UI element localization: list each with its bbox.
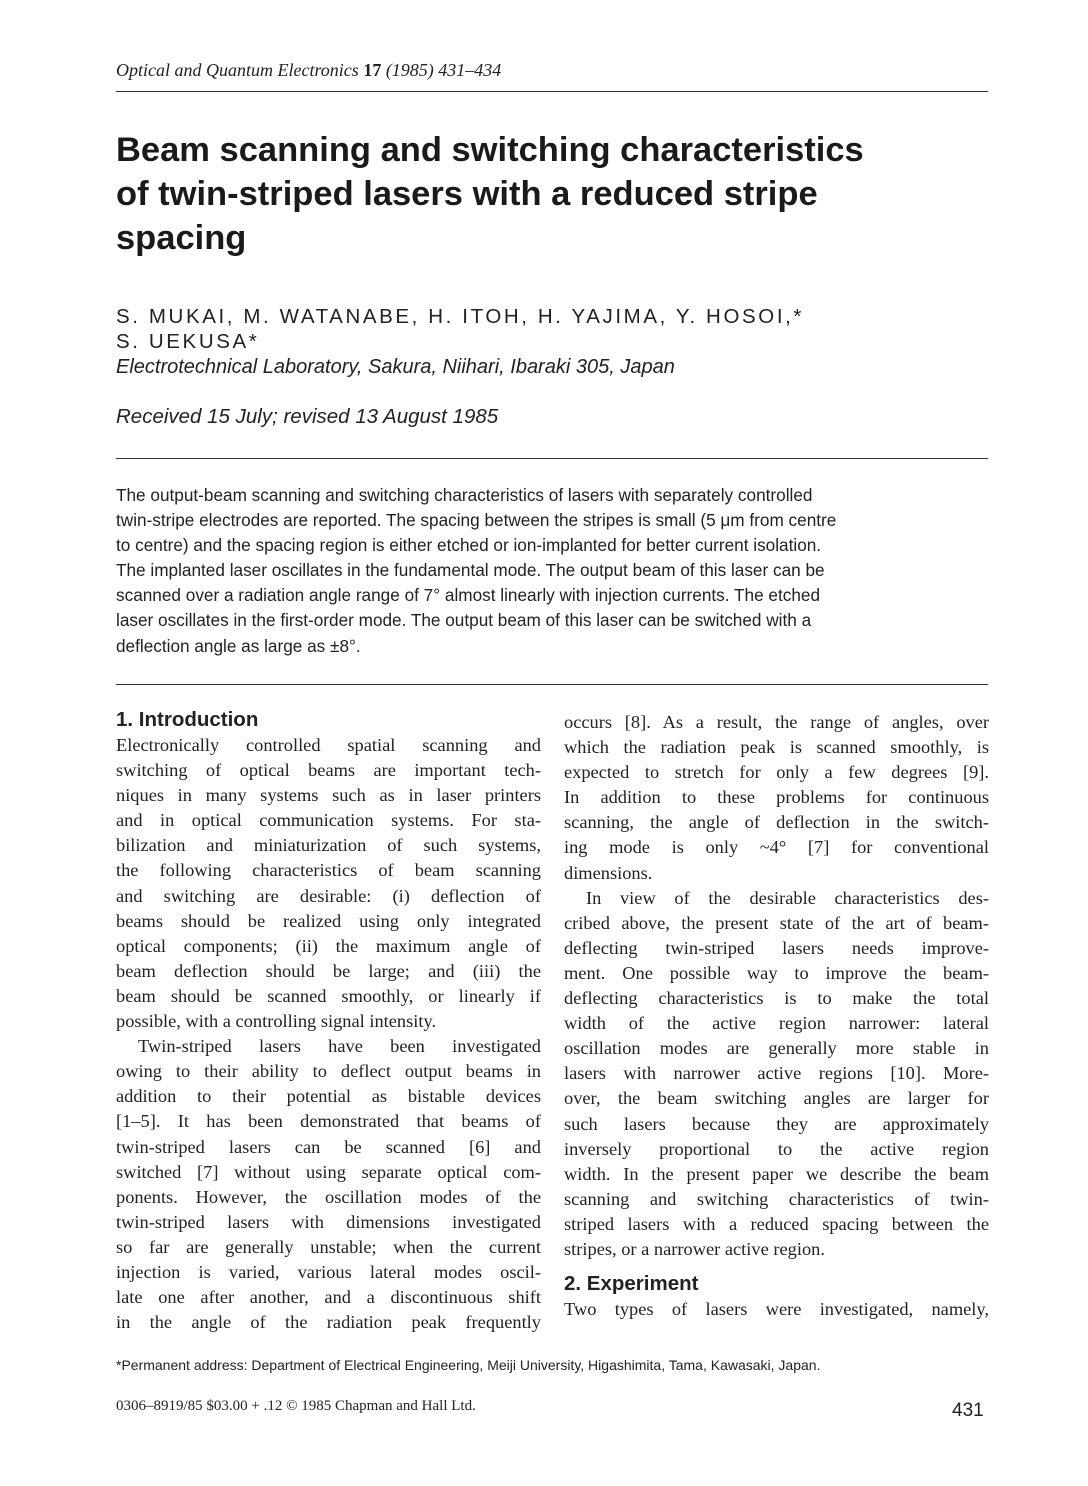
abstract-line: laser oscillates in the first-order mode. The output beam of this laser can be switched with a [116, 610, 812, 631]
text-line: Two types of lasers were investigated, namely, [564, 1299, 989, 1320]
authors-line: S. UEKUSA* [116, 330, 260, 353]
paper-title [116, 128, 988, 260]
intro-paragraph-2-continued [564, 710, 989, 886]
text-line: the following characteristics of beam scanning [116, 860, 541, 881]
text-line: twin-striped lasers with dimensions investigated [116, 1211, 541, 1232]
text-line: expected to stretch for only a few degrees [9]. [564, 762, 989, 783]
text-line: cribed above, the present state of the art of beam- [564, 912, 989, 933]
text-line: oscillation modes are generally more stable in [564, 1038, 989, 1059]
text-line: stripes, or a narrower active region. [564, 1238, 825, 1259]
text-line: switched [7] without using separate optical com- [116, 1161, 541, 1182]
intro-paragraph-2 [116, 1034, 541, 1335]
text-line: such lasers because they are approximately [564, 1113, 989, 1134]
text-line: and switching are desirable: (i) deflection of [116, 885, 541, 906]
abstract-line: scanned over a radiation angle range of 7° almost linearly with injection currents. The etched [116, 585, 821, 606]
text-line: in the angle of the radiation peak frequently [116, 1312, 541, 1333]
text-line: Twin-striped lasers have been investigated [138, 1036, 541, 1057]
text-line: beam should be scanned smoothly, or linearly if [116, 985, 541, 1006]
text-line: beams should be realized using only integrated [116, 910, 541, 931]
text-line: injection is varied, various lateral modes oscil- [116, 1261, 541, 1282]
abstract-line: to centre) and the spacing region is either etched or ion-implanted for better current isolation. [116, 535, 822, 556]
abstract-line: deflection angle as large as ±8°. [116, 635, 361, 656]
title-line: of twin-striped lasers with a reduced stripe [116, 175, 818, 213]
right-column [564, 710, 989, 1322]
authors-line: S. MUKAI, M. WATANABE, H. ITOH, H. YAJIMA, Y. HOSOI,* [116, 305, 804, 328]
text-line: In addition to these problems for continuous [564, 787, 989, 808]
text-line: width of the active region narrower: lateral [564, 1013, 989, 1034]
affiliation: Electrotechnical Laboratory, Sakura, Niihari, Ibaraki 305, Japan [116, 356, 675, 378]
text-line: bilization and miniaturization of such systems, [116, 835, 541, 856]
abstract-line: twin-stripe electrodes are reported. The spacing between the stripes is small (5 μm from centre [116, 510, 837, 531]
text-line: inversely proportional to the active region [564, 1138, 989, 1159]
title-line: spacing [116, 219, 247, 257]
journal-name: Optical and Quantum Electronics [116, 60, 359, 80]
abstract-line: The output-beam scanning and switching characteristics of lasers with separately controlled [116, 485, 813, 505]
text-line: In view of the desirable characteristics des- [586, 887, 989, 908]
text-line: deflecting twin-striped lasers needs improve- [564, 937, 989, 958]
intro-paragraph-1 [116, 733, 541, 1034]
text-line: striped lasers with a reduced spacing between the [564, 1213, 989, 1234]
text-line: owing to their ability to deflect output beams in [116, 1061, 541, 1082]
authors [116, 304, 804, 354]
abstract-line: The implanted laser oscillates in the fundamental mode. The output beam of this laser can be [116, 560, 825, 581]
text-line: lasers with narrower active regions [10]. More- [564, 1063, 989, 1084]
header-rule [116, 91, 988, 92]
text-line: addition to their potential as bistable devices [116, 1086, 541, 1107]
section-heading-introduction: 1. Introduction [116, 708, 259, 731]
text-line: niques in many systems such as in laser printers [116, 785, 541, 806]
footnote: *Permanent address: Department of Electrical Engineering, Meiji University, Higashimita, Tama, Kawasaki, Japan. [116, 1357, 821, 1373]
intro-paragraph-3 [564, 886, 989, 1262]
text-line: possible, with a controlling signal intensity. [116, 1011, 437, 1032]
text-line: ing mode is only ~4° [7] for conventional [564, 837, 989, 858]
text-line: Electronically controlled spatial scanning and [116, 735, 541, 755]
text-line: so far are generally unstable; when the current [116, 1236, 541, 1257]
text-line: late one after another, and a discontinuous shift [116, 1287, 541, 1308]
abstract-bottom-rule [116, 684, 988, 685]
text-line: deflecting characteristics is to make the total [564, 988, 989, 1009]
text-line: occurs [8]. As a result, the range of angles, over [564, 712, 989, 732]
copyright-line: 0306–8919/85 $03.00 + .12 © 1985 Chapman and Hall Ltd. [116, 1398, 476, 1414]
abstract [116, 483, 990, 659]
journal-details: (1985) 431–434 [385, 60, 502, 80]
journal-volume: 17 [363, 60, 382, 80]
text-line: beam deflection should be large; and (iii) the [116, 960, 541, 981]
page-number: 431 [952, 1400, 984, 1421]
section-heading-experiment: 2. Experiment [564, 1272, 699, 1296]
text-line: dimensions. [564, 862, 653, 883]
journal-header [116, 60, 501, 81]
text-line: ment. One possible way to improve the beam- [564, 962, 989, 983]
text-line: and in optical communication systems. For sta- [116, 810, 541, 831]
text-line: which the radiation peak is scanned smoothly, is [564, 737, 989, 758]
text-line: twin-striped lasers can be scanned [6] and [116, 1136, 541, 1157]
text-line: scanning and switching characteristics of twin- [564, 1188, 989, 1209]
text-line: ponents. However, the oscillation modes of the [116, 1186, 541, 1207]
text-line: width. In the present paper we describe the beam [564, 1163, 989, 1184]
left-column [116, 708, 541, 1335]
text-line: switching of optical beams are important tech- [116, 760, 541, 781]
text-line: scanning, the angle of deflection in the switch- [564, 812, 989, 833]
title-line: Beam scanning and switching characteristics [116, 131, 864, 169]
abstract-top-rule [116, 458, 988, 459]
text-line: [1–5]. It has been demonstrated that beams of [116, 1111, 541, 1132]
text-line: over, the beam switching angles are larger for [564, 1088, 989, 1109]
received-date: Received 15 July; revised 13 August 1985 [116, 405, 499, 428]
text-line: optical components; (ii) the maximum angle of [116, 935, 541, 956]
